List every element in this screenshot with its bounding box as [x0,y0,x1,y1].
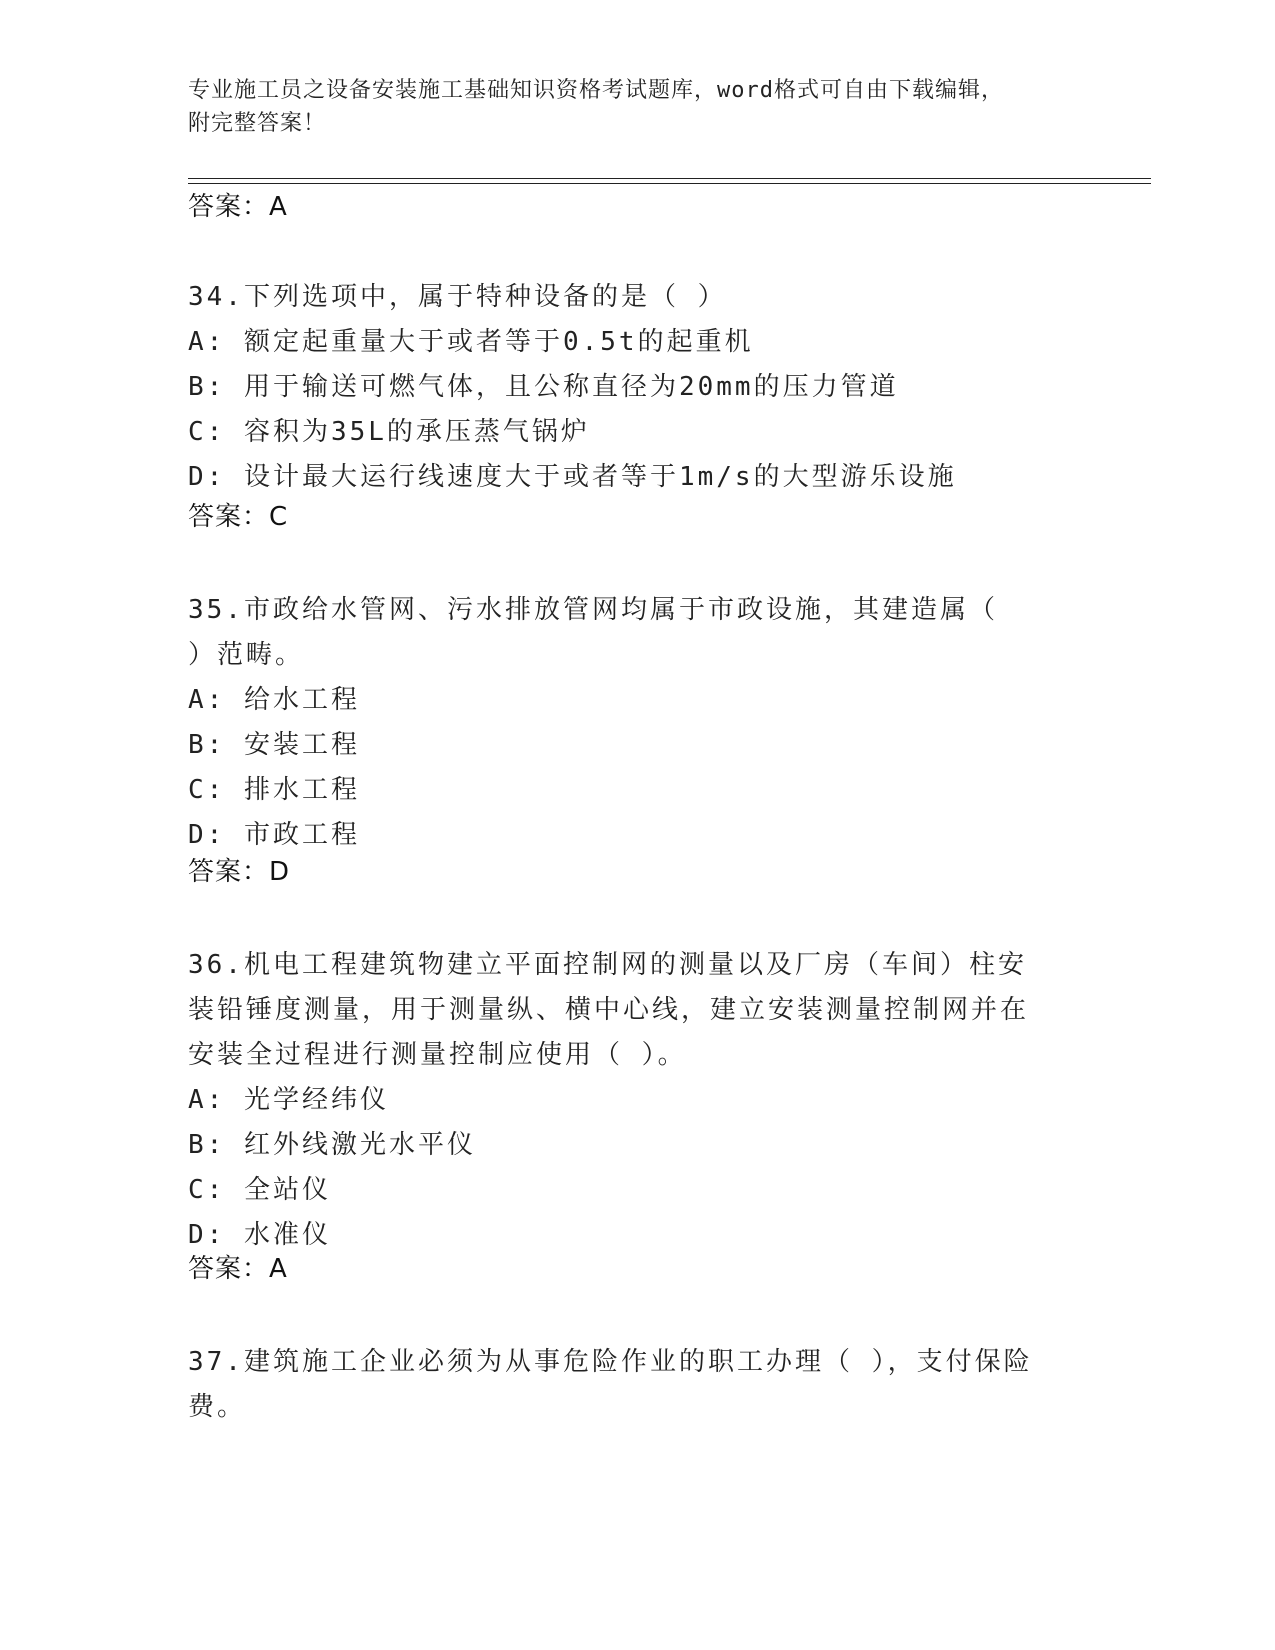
question-36 [188,943,1048,1258]
question-stem: 35.市政给水管网、污水排放管网均属于市政设施，其建造属（ ）范畴。 [188,595,998,670]
answer-label: 答案：A [188,1254,288,1284]
option-a: A: 光学经纬仪 [188,1085,389,1115]
page-header [188,74,1068,140]
option-b: B: 用于输送可燃气体，且公称直径为20mm的压力管道 [188,372,899,402]
option-c: C: 排水工程 [188,775,360,805]
question-stem: 36.机电工程建筑物建立平面控制网的测量以及厂房（车间）柱安装铅锤度测量，用于测量纵、横中心线，建立安装测量控制网并在安装全过程进行测量控制应使用（ ）。 [188,950,1030,1070]
option-c: C: 全站仪 [188,1175,331,1205]
answer-label: 答案：A [188,192,288,222]
question-stem: 34.下列选项中，属于特种设备的是（ ） [188,282,727,312]
option-c: C: 容积为35L的承压蒸气锅炉 [188,417,590,447]
header-divider-top [188,178,1151,179]
option-b: B: 安装工程 [188,730,360,760]
question-34 [188,275,1068,500]
option-a: A: 额定起重量大于或者等于0.5t的起重机 [188,327,754,357]
question-35 [188,588,1028,858]
answer-label: 答案：C [188,502,289,532]
header-line-2: 附完整答案！ [188,111,327,136]
option-d: D: 水准仪 [188,1220,331,1250]
header-line-1: 专业施工员之设备安装施工基础知识资格考试题库，word格式可自由下载编辑， [188,78,1004,103]
answer-label: 答案：D [188,857,291,887]
option-d: D: 市政工程 [188,820,360,850]
question-stem: 37.建筑施工企业必须为从事危险作业的职工办理（ ），支付保险费。 [188,1347,1033,1422]
option-b: B: 红外线激光水平仪 [188,1130,476,1160]
option-d: D: 设计最大运行线速度大于或者等于1m/s的大型游乐设施 [188,462,957,492]
header-divider-bottom [188,183,1151,184]
question-37 [188,1340,1038,1430]
option-a: A: 给水工程 [188,685,360,715]
